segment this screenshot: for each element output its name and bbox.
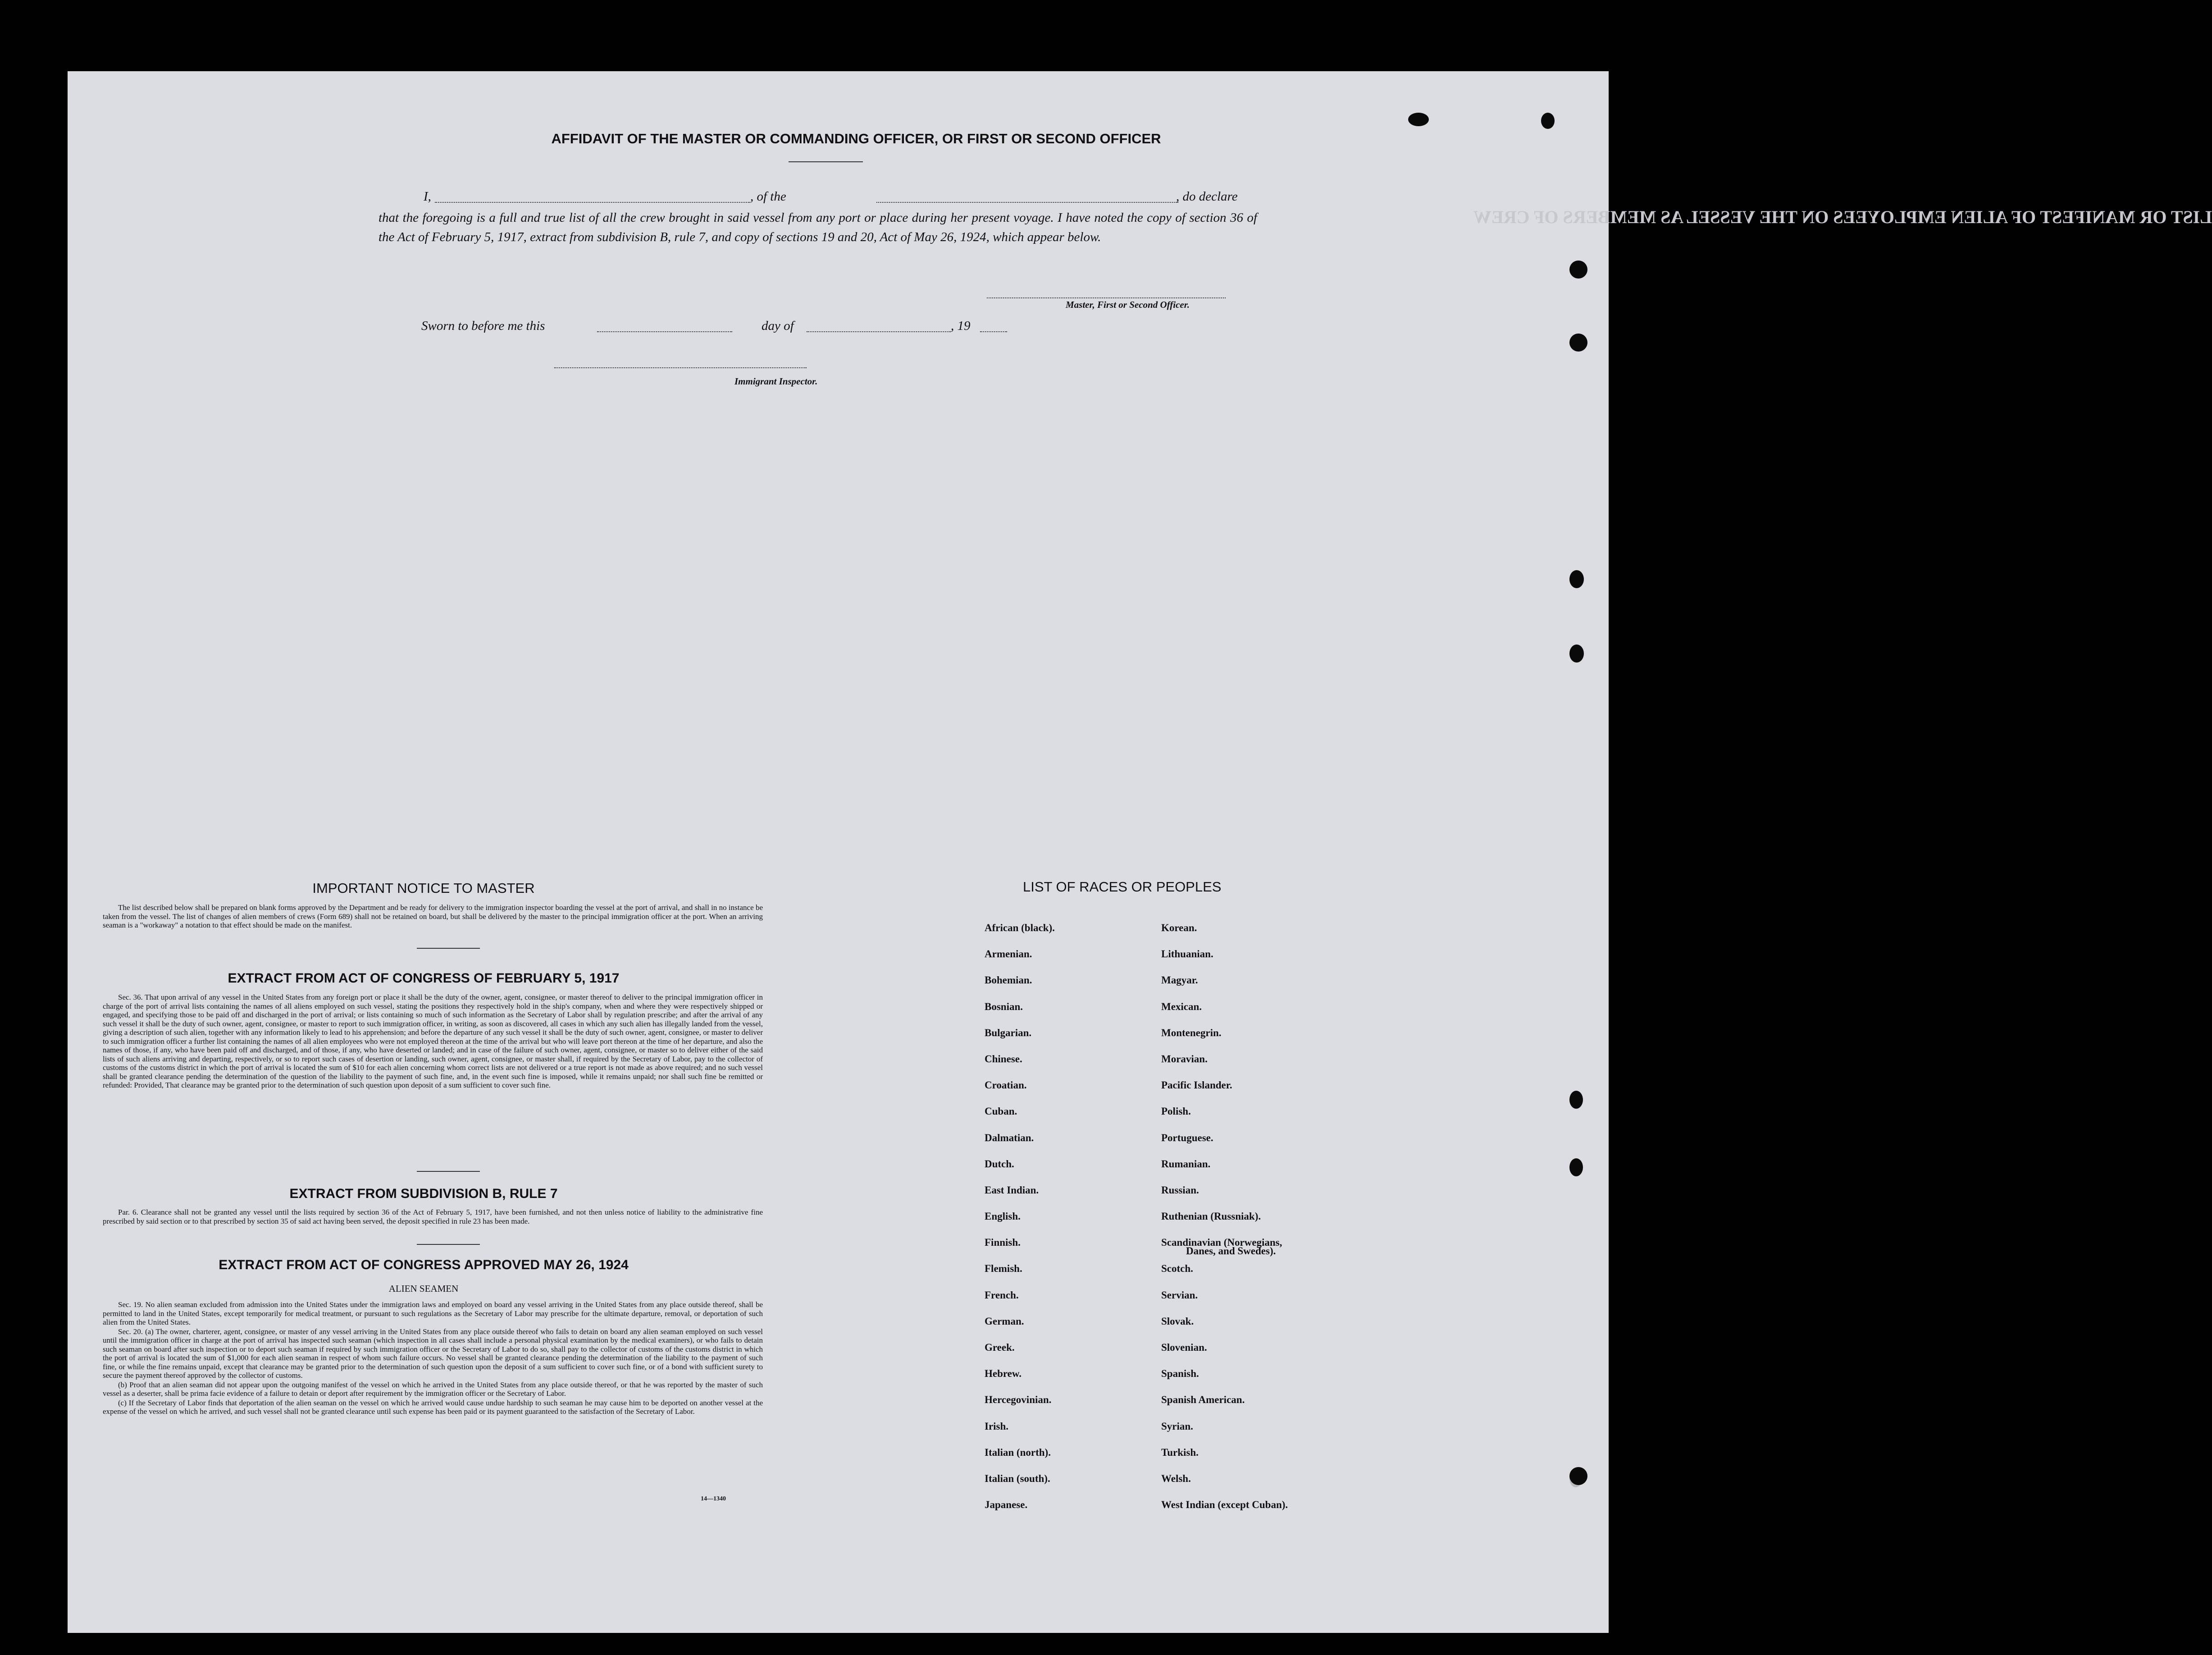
- subdivision-title: EXTRACT FROM SUBDIVISION B, RULE 7: [289, 1186, 558, 1201]
- race-item-left-16: Greek.: [985, 1342, 1015, 1353]
- race-item-right-1: Lithuanian.: [1161, 948, 1213, 960]
- sec36-paragraph: Sec. 36. That upon arrival of any vessel in the United States from any foreign port or place it shall be the duty of the owner, agent, consignee, or master thereof to deliver to the principal immigration officer in charge of the port of arrival lists containing the names of all aliens employed on such vessel, stating the positions they respectively hold in the ship's company, when and where they were respectively shipped or engaged, and specifying those to be paid off and discharged in the port of arrival; or lists containing so much of such information as the Secretary of Labor shall by regulation prescribe; and after the arrival of any such vessel it shall be the duty of such owner, agent, consignee, or master to report to such immigration officer, in writing, as soon as discovered, all cases in which any such alien has illegally landed from the vessel, giving a description of such alien, together with any information likely to lead to his apprehension; and before the departure of any such vessel it shall be the duty of such owner, agent, consignee, or master to deliver to such immigration officer a further list containing the names of all alien employees who were not employed thereon at the time of the arrival but who will leave port thereon at the time of her departure, and also the names of those, if any, who have been paid off and discharged, and of those, if any, who have deserted or landed; and in case of the failure of such owner, agent, consignee, or master so to deliver either of the said lists of such aliens arriving and departing, respectively, or so to report such cases of desertion or landing, such owner, agent, consignee, or master shall, if required by the Secretary of Labor, pay to the collector of customs of the customs district in which the port of arrival is located the sum of $10 for each alien concerning whom correct lists are not delivered or a true report is not made as above required; and no such vessel shall be granted clearance pending the determination of the question of the liability to the payment of such fine, and, in the event such fine is imposed, while it remains unpaid; nor shall such fine be remitted or refunded: Provided, That clearance may be granted prior to the determination of such question upon deposit of a sum sufficient to cover such fine.: [103, 993, 763, 1089]
- race-item-right-10: Russian.: [1161, 1184, 1199, 1196]
- race-item-right-2: Magyar.: [1161, 974, 1198, 986]
- notice-divider: [417, 948, 480, 949]
- race-item-left-9: Dutch.: [985, 1158, 1014, 1170]
- race-item-left-14: French.: [985, 1289, 1019, 1301]
- form-number: 14—1340: [701, 1495, 726, 1502]
- races-title: LIST OF RACES OR PEOPLES: [1023, 879, 1222, 895]
- race-item-right-21: Welsh.: [1161, 1472, 1191, 1484]
- race-item-right-18: Spanish American.: [1161, 1394, 1245, 1406]
- race-item-left-12: Finnish.: [985, 1237, 1021, 1248]
- sworn-prefix: Sworn to before me this: [421, 319, 545, 333]
- race-item-right-0: Korean.: [1161, 922, 1197, 933]
- sworn-day-of: day of: [762, 319, 794, 333]
- sec20c-paragraph: (c) If the Secretary of Labor finds that deportation of the alien seaman on the vessel on which he arrived would cause undue hardship to such seaman he may cause him to be deported on another vessel at the expense of the vessel on which he arrived, and such vessel shall not be granted clearance until such expense has been paid or its payment guaranteed to the satisfaction of the Secretary of Labor.: [103, 1398, 763, 1416]
- race-item-left-19: Irish.: [985, 1420, 1009, 1432]
- race-item-left-17: Hebrew.: [985, 1368, 1022, 1380]
- race-item-left-8: Dalmatian.: [985, 1132, 1034, 1143]
- race-item-left-2: Bohemian.: [985, 974, 1032, 986]
- punch-hole-3: [1569, 570, 1584, 588]
- race-item-left-18: Hercegovinian.: [985, 1394, 1052, 1406]
- punch-hole-10: [1569, 1467, 1587, 1485]
- extract-1917-title: EXTRACT FROM ACT OF CONGRESS OF FEBRUARY 5, 1917: [228, 971, 620, 986]
- race-item-left-6: Croatian.: [985, 1079, 1027, 1091]
- race-item-left-11: English.: [985, 1211, 1021, 1222]
- sworn-year-field[interactable]: [980, 331, 1007, 332]
- race-item-right-20: Turkish.: [1161, 1446, 1199, 1458]
- affidavit-do-declare: , do declare: [1176, 189, 1238, 204]
- sworn-date-field[interactable]: [597, 331, 732, 332]
- affidavit-i: I,: [424, 189, 431, 204]
- race-item-right-11: Ruthenian (Russniak).: [1161, 1211, 1261, 1222]
- punch-hole-6: [1569, 1158, 1583, 1176]
- notice-paragraph: The list described below shall be prepared on blank forms approved by the Department and be ready for delivery to the immigration inspector boarding the vessel at the port of arrival, and shall in no instance be taken from the vessel. The list of changes of alien members of crews (Form 689) shall not be retained on board, but shall be delivered by the master to the principal immigration officer at the port. When an arriving seaman is a "workaway" a notation to that effect should be made on the manifest.: [103, 903, 763, 929]
- subdivision-divider: [417, 1244, 480, 1245]
- race-item-right-8: Portuguese.: [1161, 1132, 1213, 1143]
- race-item-left-10: East Indian.: [985, 1184, 1039, 1196]
- race-item-right-12: Scandinavian (Norwegians,: [1161, 1237, 1282, 1248]
- punch-hole-1: [1569, 261, 1587, 279]
- punch-hole-top-1: [1408, 113, 1429, 126]
- subdivision-text: [103, 1208, 763, 1226]
- punch-hole-4: [1569, 645, 1584, 663]
- race-item-left-3: Bosnian.: [985, 1001, 1023, 1012]
- extract-1917-text: [103, 993, 763, 1090]
- races-right-column: [1161, 922, 1288, 1525]
- race-item-left-15: German.: [985, 1315, 1024, 1327]
- affidavit-title-underline: [789, 161, 863, 162]
- race-item-right-5: Moravian.: [1161, 1053, 1208, 1065]
- races-left-column: [985, 922, 1055, 1525]
- race-item-right-3: Mexican.: [1161, 1001, 1202, 1012]
- race-item-right-19: Syrian.: [1161, 1420, 1193, 1432]
- affidavit-title: AFFIDAVIT OF THE MASTER OR COMMANDING OFFICER, OR FIRST OR SECOND OFFICER: [551, 131, 1161, 146]
- name-field-line[interactable]: [435, 202, 750, 203]
- race-item-left-20: Italian (north).: [985, 1446, 1051, 1458]
- race-item-right-15: Slovak.: [1161, 1315, 1194, 1327]
- affidavit-of-the: , of the: [750, 189, 786, 204]
- race-item-right-9: Rumanian.: [1161, 1158, 1211, 1170]
- extract-1924-title: EXTRACT FROM ACT OF CONGRESS APPROVED MAY 26, 1924: [219, 1257, 629, 1272]
- race-item-right-17: Spanish.: [1161, 1368, 1199, 1380]
- inspector-signature-line[interactable]: [554, 367, 807, 368]
- scandinavian-continuation: Danes, and Swedes).: [1186, 1245, 1276, 1257]
- race-item-left-22: Japanese.: [985, 1499, 1028, 1511]
- sec19-paragraph: Sec. 19. No alien seaman excluded from admission into the United States under the immigration laws and employed on board any vessel arriving in the United States from any place outside thereof, shall be permitted to land in the United States, except temporarily for medical treatment, or pursuant to such regulations as the Secretary of Labor may prescribe for the ultimate departure, removal, or deportation of such alien from the United States.: [103, 1300, 763, 1326]
- race-item-left-5: Chinese.: [985, 1053, 1022, 1065]
- master-caption: Master, First or Second Officer.: [1066, 299, 1190, 310]
- race-item-left-21: Italian (south).: [985, 1472, 1050, 1484]
- race-item-right-7: Polish.: [1161, 1106, 1191, 1117]
- race-item-left-13: Flemish.: [985, 1263, 1022, 1275]
- affidavit-body: that the foregoing is a full and true list of all the crew brought in said vessel from any port or place during her present voyage. I have noted the copy of section 36 of the Act of February 5, 1917, extract from subdivision B, rule 7, and copy of sections 19 and 20, Act of May 26, 1924, which appear below.: [379, 210, 1257, 244]
- race-item-left-0: African (black).: [985, 922, 1055, 933]
- par6-paragraph: Par. 6. Clearance shall not be granted any vessel until the lists required by section 36 of the Act of February 5, 1917, have been furnished, and not then unless notice of liability to the administrative fine prescribed by said section or to that prescribed by section 35 of said act having been served, the deposit specified in rule 23 has been made.: [103, 1208, 763, 1225]
- bleed-through-text: LIST OR MANIFEST OF ALIEN EMPLOYEES ON THE VESSEL AS MEMBERS OF CREW: [1473, 207, 2212, 227]
- master-signature-line[interactable]: [987, 297, 1226, 298]
- extract-1917-divider: [417, 1171, 480, 1172]
- race-item-right-13: Scotch.: [1161, 1263, 1193, 1275]
- punch-hole-top-2: [1541, 113, 1555, 129]
- sworn-month-field[interactable]: [807, 331, 951, 332]
- inspector-caption: Immigrant Inspector.: [734, 376, 818, 387]
- alien-seamen-subtitle: ALIEN SEAMEN: [388, 1283, 459, 1294]
- race-item-right-4: Montenegrin.: [1161, 1027, 1222, 1038]
- notice-title: IMPORTANT NOTICE TO MASTER: [312, 880, 535, 896]
- race-item-right-22: West Indian (except Cuban).: [1161, 1499, 1288, 1511]
- sworn-year: , 19: [951, 319, 971, 333]
- sec20b-paragraph: (b) Proof that an alien seaman did not appear upon the outgoing manifest of the vessel on which he arrived in the United States from any place outside thereof, or that he was reported by the master of such vessel as a deserter, shall be prima facie evidence of a failure to detain or deport after requirement by the immigration officer or the Secretary of Labor.: [103, 1380, 763, 1398]
- race-item-right-14: Servian.: [1161, 1289, 1198, 1301]
- race-item-left-7: Cuban.: [985, 1106, 1017, 1117]
- notice-text: [103, 903, 763, 930]
- extract-1924-text: [103, 1300, 763, 1417]
- vessel-field-line[interactable]: [876, 202, 1178, 203]
- punch-hole-5: [1569, 1091, 1583, 1109]
- punch-hole-2: [1569, 334, 1587, 352]
- sec20a-paragraph: Sec. 20. (a) The owner, charterer, agent, consignee, or master of any vessel arriving in the United States from any place outside thereof who fails to detain on board any alien seaman employed on such vessel until the immigration officer in charge at the port of arrival has inspected such seaman (which inspection in all cases shall include a personal physical examination by the medical examiners), or who fails to detain such seaman on board after such inspection or to deport such seaman if required by such immigration officer or the Secretary of Labor to do so, shall pay to the collector of customs of the customs district in which the port of arrival is located the sum of $1,000 for each alien seaman in respect of whom such failure occurs. No vessel shall be granted clearance pending the determination of the liability to the payment of such fine, or while the fine remains unpaid, except that clearance may be granted prior to the determination of such question upon the deposit of a sum sufficient to cover such fine, or of a bond with sufficient surety to secure the payment thereof approved by the collector of customs.: [103, 1327, 763, 1380]
- race-item-left-4: Bulgarian.: [985, 1027, 1032, 1038]
- race-item-right-16: Slovenian.: [1161, 1342, 1207, 1353]
- race-item-left-1: Armenian.: [985, 948, 1032, 960]
- race-item-right-6: Pacific Islander.: [1161, 1079, 1232, 1091]
